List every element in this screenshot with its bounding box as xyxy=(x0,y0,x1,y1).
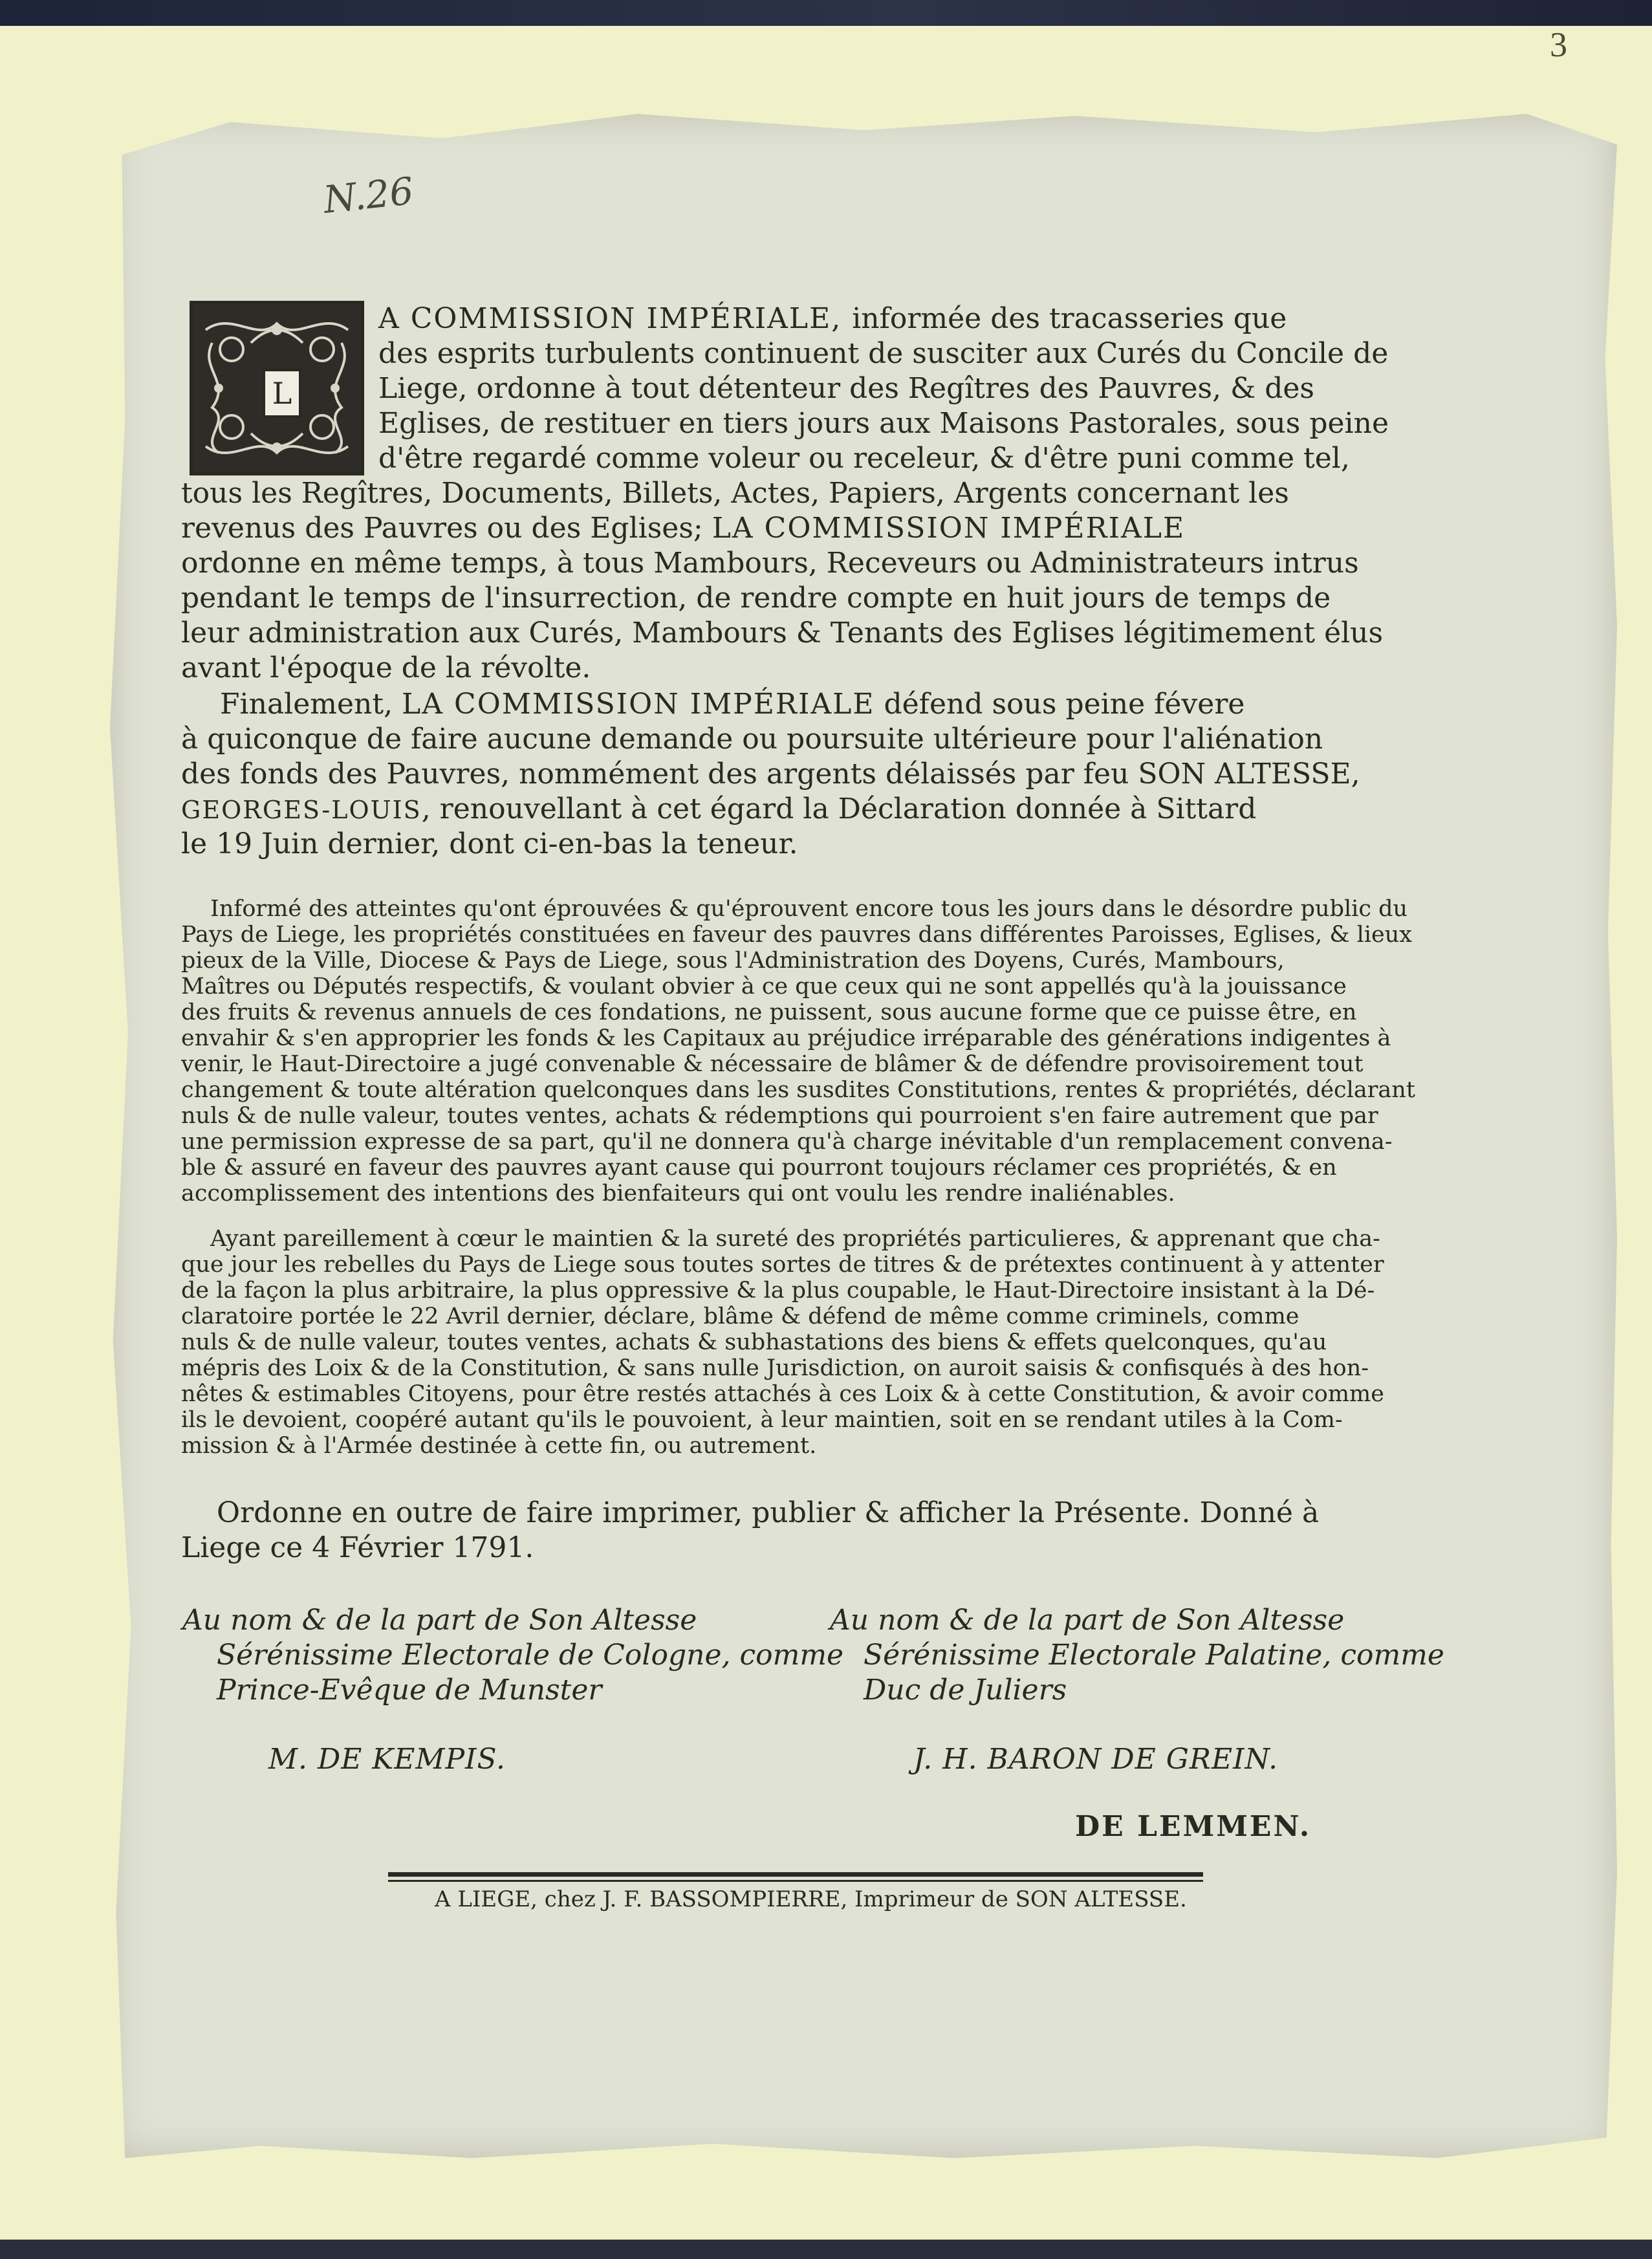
ornamental-drop-cap xyxy=(190,301,364,475)
commission-heading: A COMMISSION IMPÉRIALE, xyxy=(378,302,853,335)
decl1-line: accomplissement des intentions des bienfaiteurs qui ont voulu les rendre inaliénables. xyxy=(181,1181,1175,1206)
decl2-line: de la façon la plus arbitraire, la plus oppressive & la plus coupable, le Haut-Directoire insistant à la Dé- xyxy=(181,1278,1375,1304)
decl1-line: envahir & s'en approprier les fonds & les Capitaux au préjudice irréparable des générations indigentes à xyxy=(181,1025,1391,1051)
p1-line-6: tous les Regîtres, Documents, Billets, Actes, Papiers, Argents concernant les xyxy=(181,477,1289,510)
decl1-line: Pays de Liege, les propriétés constituées en faveur des pauvres dans différentes Paroisses, Eglises, & lieux xyxy=(181,922,1413,948)
decl2-line: mépris des Loix & de la Constitution, & sans nulle Jurisdiction, on auroit saisis & confisqués à des hon- xyxy=(181,1355,1369,1381)
p1-line-4: Eglises, de restituer en tiers jours aux Maisons Pastorales, sous peine xyxy=(378,407,1389,440)
decl1-line: nuls & de nulle valeur, toutes ventes, achats & rédemptions qui pourroient s'en faire autrement que par xyxy=(181,1103,1378,1129)
decl1-line: des fruits & revenus annuels de ces fondations, ne puissent, sous aucune forme que ce puisse être, en xyxy=(181,999,1357,1025)
drop-cap-letter: L xyxy=(263,369,301,418)
scan-top-border xyxy=(0,0,1652,26)
signer-name: M. DE KEMPIS. xyxy=(268,1743,506,1776)
decl2-line: Ayant pareillement à cœur le maintien & la sureté des propriétés particulieres, & apprenant que cha- xyxy=(210,1226,1380,1252)
page-number: 3 xyxy=(1550,25,1567,64)
p2-line-1: Finalement, LA COMMISSION IMPÉRIALE défend sous peine févere xyxy=(220,688,1245,721)
closing-line-2: Liege ce 4 Février 1791. xyxy=(181,1531,534,1564)
p1-line-11: avant l'époque de la révolte. xyxy=(181,651,591,684)
decl1-line: changement & toute altération quelconques dans les susdites Constitutions, rentes & propriétés, déclarant xyxy=(181,1077,1415,1103)
decl1-line: une permission expresse de sa part, qu'il ne donnera qu'à charge inévitable d'un remplacement convena- xyxy=(181,1129,1393,1155)
p1-line-8: ordonne en même temps, à tous Mambours, Receveurs ou Administrateurs intrus xyxy=(181,547,1359,580)
p2-line-3: des fonds des Pauvres, nommément des argents délaissés par feu SON ALTESSE, xyxy=(181,758,1360,791)
closing-line-1: Ordonne en outre de faire imprimer, publier & afficher la Présente. Donné à xyxy=(217,1496,1320,1529)
p1-line-5: d'être regardé comme voleur ou receleur, & d'être puni comme tel, xyxy=(378,442,1350,475)
scan-bottom-border xyxy=(0,2240,1652,2259)
p1-line-2: des esprits turbulents continuent de susciter aux Curés du Concile de xyxy=(378,337,1389,370)
decl2-line: nuls & de nulle valeur, toutes ventes, achats & subhastations des biens & effets quelconques, qu'au xyxy=(181,1329,1327,1355)
decl2-line: ils le devoient, coopéré autant qu'ils le pouvoient, à leur maintien, soit en se rendant utiles à la Com- xyxy=(181,1407,1343,1433)
decl1-line: venir, le Haut-Directoire a jugé convenable & nécessaire de blâmer & de défendre provisoirement tout xyxy=(181,1051,1364,1077)
p1-line-1: A COMMISSION IMPÉRIALE, informée des tracasseries que xyxy=(378,302,1287,335)
decl1-line: ble & assuré en faveur des pauvres ayant cause qui pourront toujours réclamer ces propriétés, & en xyxy=(181,1155,1337,1181)
signer-name: DE LEMMEN. xyxy=(1075,1810,1312,1843)
commission-heading: LA COMMISSION IMPÉRIALE xyxy=(402,688,875,721)
p1-line-3: Liege, ordonne à tout détenteur des Regîtres des Pauvres, & des xyxy=(378,372,1315,405)
p2-line-4: GEORGES-LOUIS, renouvellant à cet égard la Déclaration donnée à Sittard xyxy=(181,792,1257,825)
divider-rule xyxy=(388,1880,1203,1882)
p1-line-10: leur administration aux Curés, Mambours & Tenants des Eglises légitimement élus xyxy=(181,617,1384,649)
decl2-line: mission & à l'Armée destinée à cette fin, ou autrement. xyxy=(181,1433,817,1459)
commission-heading: LA COMMISSION IMPÉRIALE xyxy=(712,512,1186,545)
decl2-line: que jour les rebelles du Pays de Liege sous toutes sortes de titres & de prétextes continuent à y attenter xyxy=(181,1252,1384,1278)
divider-rule xyxy=(388,1872,1203,1877)
decl2-line: claratoire portée le 22 Avril dernier, déclare, blâme & défend de même comme criminels, comme xyxy=(181,1304,1299,1329)
handwritten-number: N.26 xyxy=(321,168,416,223)
p1-line-7: revenus des Pauvres ou des Eglises; LA COMMISSION IMPÉRIALE xyxy=(181,512,1186,545)
decl1-line: Maîtres ou Députés respectifs, & voulant obvier à ce que ceux qui ne sont appellés qu'à la jouissance xyxy=(181,974,1347,999)
signer-name: J. H. BARON DE GREIN. xyxy=(913,1743,1279,1776)
decl1-line: pieux de la Ville, Diocese & Pays de Liege, sous l'Administration des Doyens, Curés, Mambours, xyxy=(181,948,1285,974)
p1-line-9: pendant le temps de l'insurrection, de rendre compte en huit jours de temps de xyxy=(181,582,1331,615)
printer-imprint: A LIEGE, chez J. F. BASSOMPIERRE, Imprimeur de SON ALTESSE. xyxy=(435,1886,1187,1912)
p2-line-5: le 19 Juin dernier, dont ci-en-bas la teneur. xyxy=(181,827,798,860)
p2-line-2: à quiconque de faire aucune demande ou poursuite ultérieure pour l'aliénation xyxy=(181,723,1323,756)
decl2-line: nêtes & estimables Citoyens, pour être restés attachés à ces Loix & à cette Constitution, & avoir comme xyxy=(181,1381,1384,1407)
decl1-line: Informé des atteintes qu'ont éprouvées & qu'éprouvent encore tous les jours dans le désordre public du xyxy=(210,896,1408,922)
